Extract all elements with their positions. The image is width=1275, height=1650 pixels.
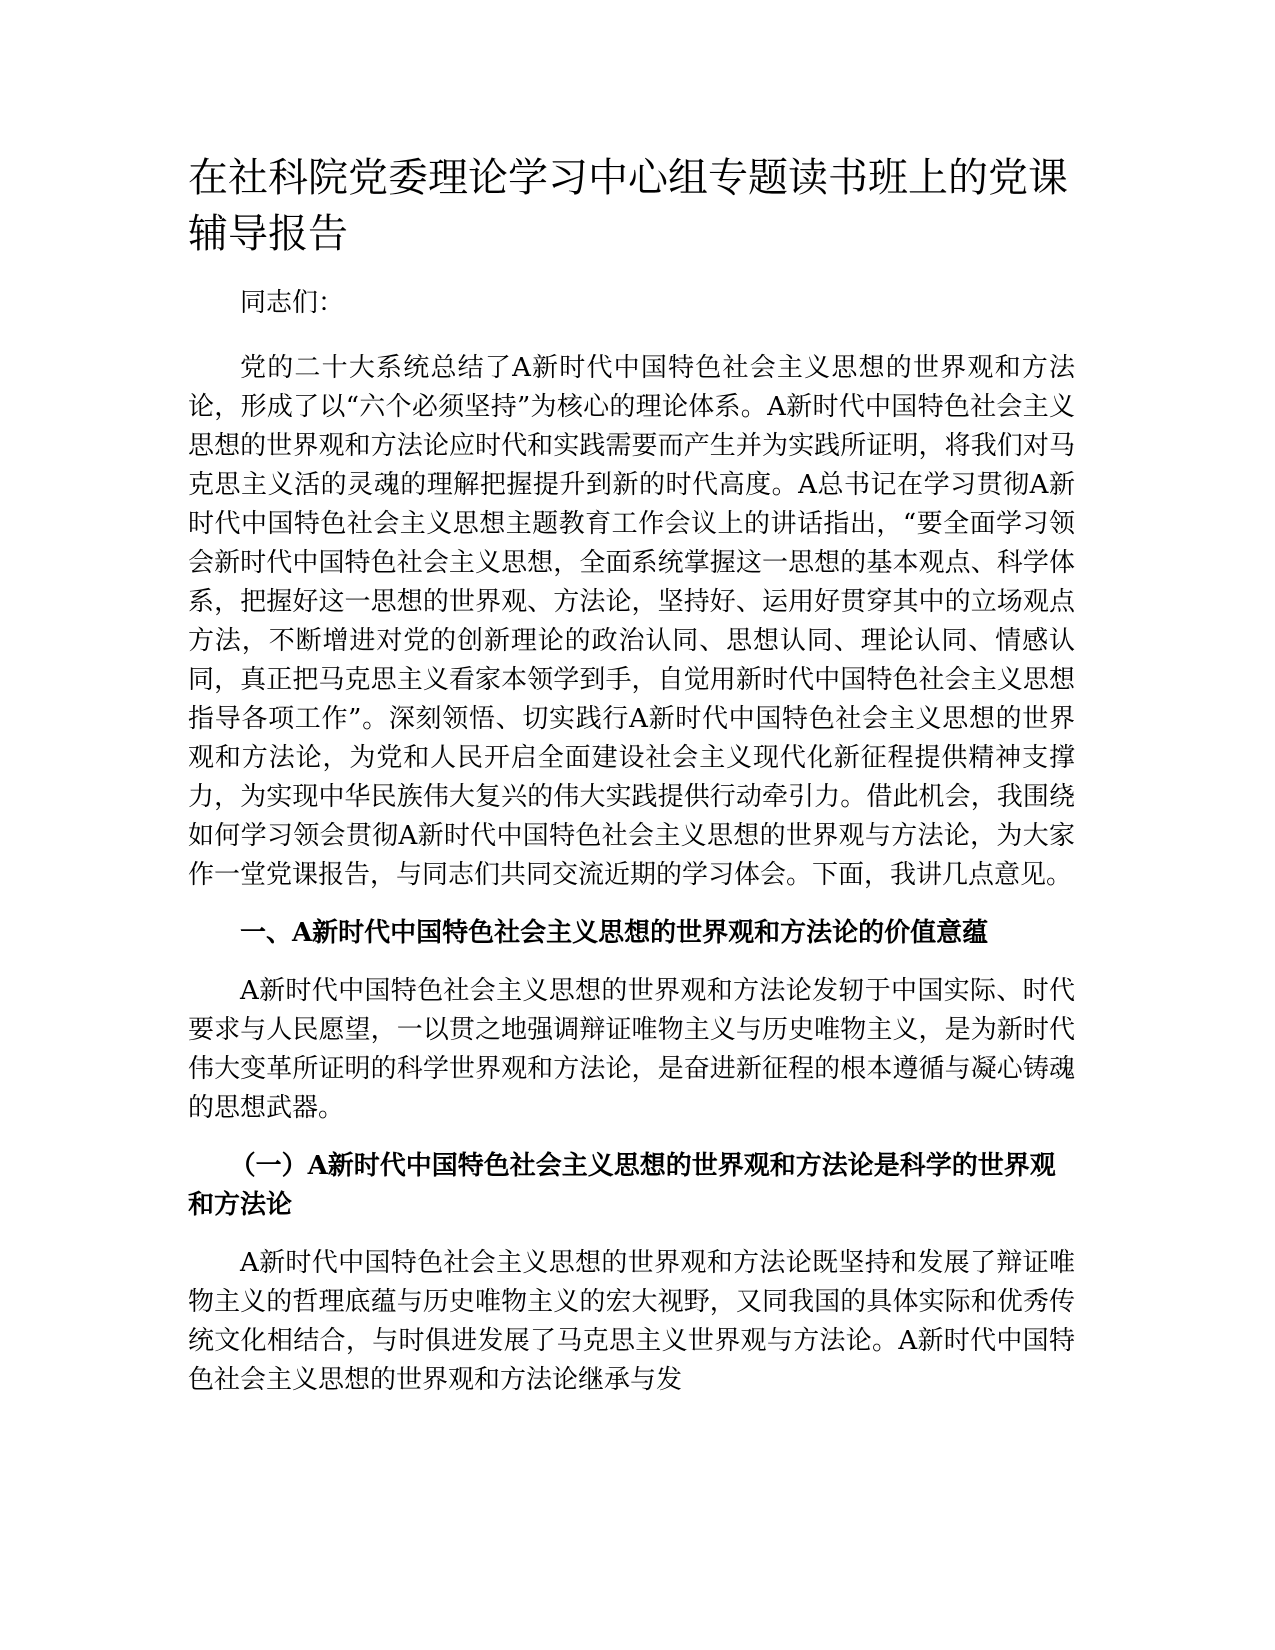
greeting: 同志们： bbox=[240, 288, 345, 318]
section-heading-1: 一、A新时代中国特色社会主义思想的世界观和方法论的价值意蕴 bbox=[240, 918, 989, 948]
paragraph-intro: 党的二十大系统总结了A新时代中国特色社会主义思想的世界观和方法论，形成了以“六个必须坚持”为核心的理论体系。A新时代中国特色社会主义思想的世界观和方法论应时代和实践需要而产生并为实践所证明，将我们对马克思主义活的灵魂的理解把握提升到新的时代高度。A总书记在学习贯彻A新时代中国特色社会主义思想主题教育工作会议上的讲话指出，“要全面学习领会新时代中国特色社会主义思想，全面系统掌握这一思想的基本观点、科学体系，把握好这一思想的世界观、方法论，坚持好、运用好贯穿其中的立场观点方法，不断增进对党的创新理论的政治认同、思想认同、理论认同、情感认同，真正把马克思主义看家本领学到手，自觉用新时代中国特色社会主义思想指导各项工作”。深刻领悟、切实践行A新时代中国特色社会主义思想的世界观和方法论，为党和人民开启全面建设社会主义现代化新征程提供精神支撑力，为实现中华民族伟大复兴的伟大实践提供行动牵引力。借此机会，我围绕如何学习领会贯彻A新时代中国特色社会主义思想的世界观与方法论，为大家作一堂党课报告，与同志们共同交流近期的学习体会。下面，我讲几点意见。 bbox=[188, 353, 1075, 890]
document-title: 在社科院党委理论学习中心组专题读书班上的党课辅导报告 bbox=[188, 155, 1068, 257]
document-body bbox=[188, 150, 1075, 1419]
paragraph-section-1: A新时代中国特色社会主义思想的世界观和方法论发轫于中国实际、时代要求与人民愿望，一以贯之地强调辩证唯物主义与历史唯物主义，是为新时代伟大变革所证明的科学世界观和方法论，是奋进新征程的根本遵循与凝心铸魂的思想武器。 bbox=[188, 976, 1075, 1123]
paragraph-subsection-1: A新时代中国特色社会主义思想的世界观和方法论既坚持和发展了辩证唯物主义的哲理底蕴与历史唯物主义的宏大视野，又同我国的具体实际和优秀传统文化相结合，与时俱进发展了马克思主义世界观与方法论。A新时代中国特色社会主义思想的世界观和方法论继承与发 bbox=[188, 1248, 1075, 1395]
subsection-heading-1: （一）A新时代中国特色社会主义思想的世界观和方法论是科学的世界观和方法论 bbox=[188, 1151, 1056, 1220]
